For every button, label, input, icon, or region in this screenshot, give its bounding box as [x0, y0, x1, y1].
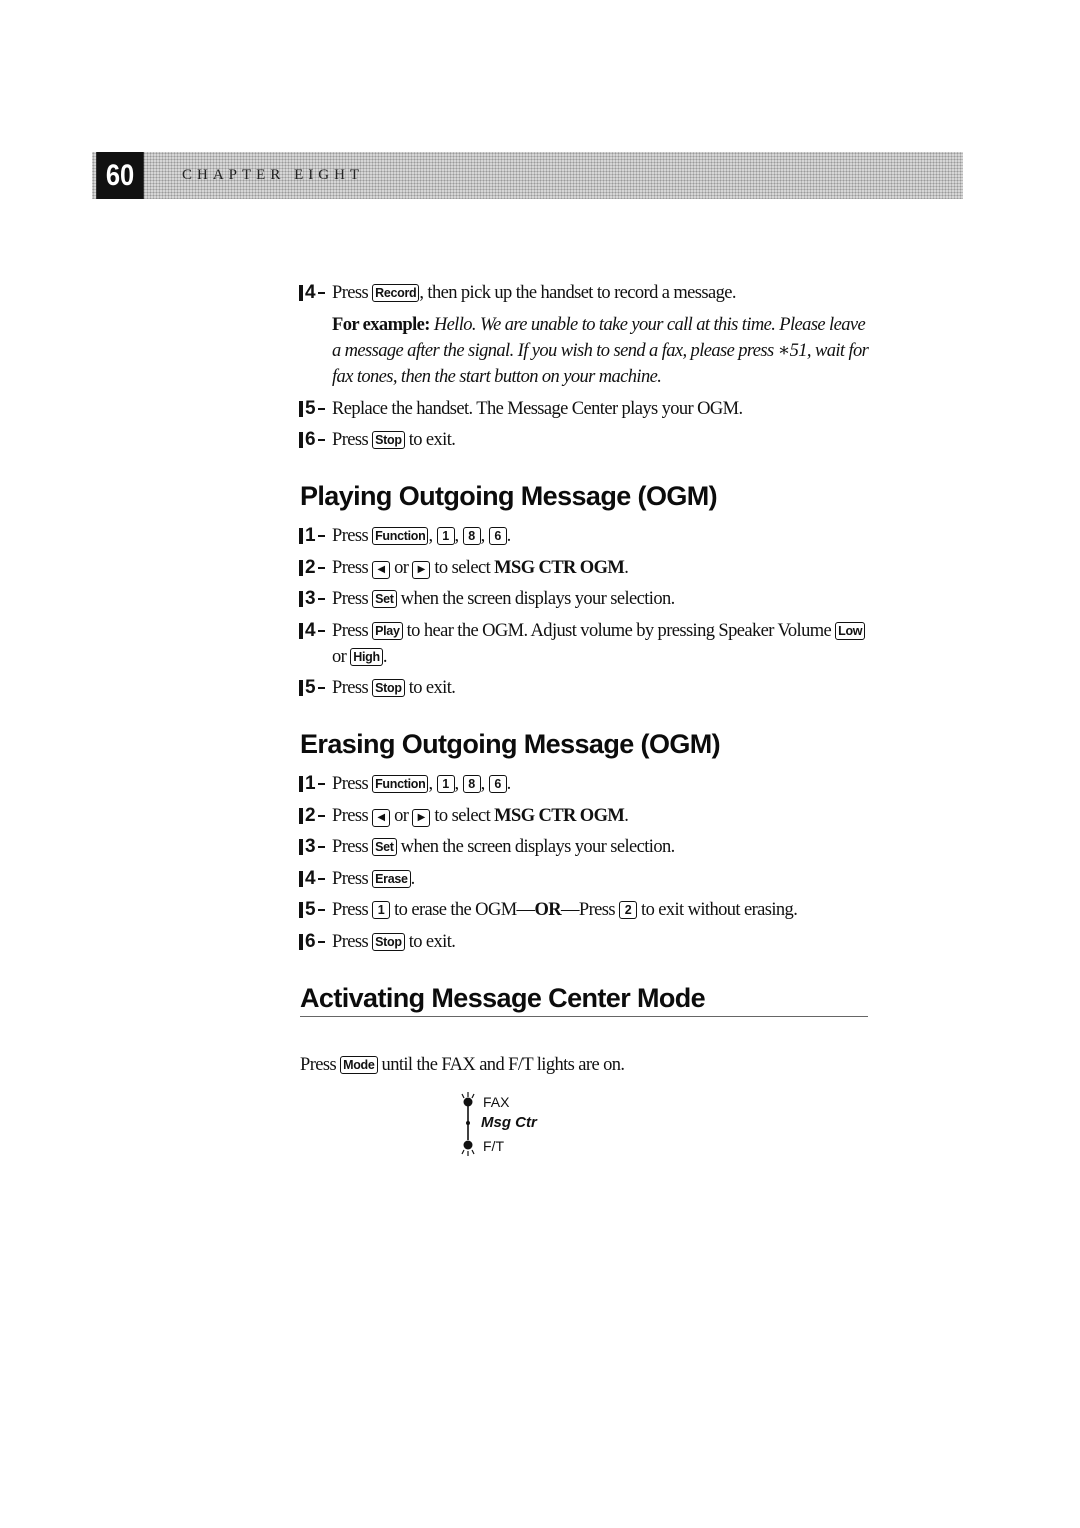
set-key: Set: [372, 838, 397, 856]
section-title-erasing: Erasing Outgoing Message (OGM): [300, 729, 721, 759]
low-key: Low: [835, 622, 865, 640]
function-key: Function: [372, 527, 428, 545]
fax-light-label: FAX: [483, 1094, 510, 1110]
step-6: [300, 929, 870, 955]
section-erasing: [300, 727, 870, 955]
chapter-header-bar: [92, 152, 963, 199]
step-text: Press Stop to exit.: [332, 931, 456, 952]
step-number: 5: [299, 897, 315, 923]
step-number: 6: [299, 427, 315, 453]
step-text: Press Stop to exit.: [332, 678, 456, 698]
step-number: 6: [299, 929, 315, 955]
function-key: Function: [372, 775, 428, 793]
step-text: Press ◀ or ▶ to select MSG CTR OGM.: [332, 557, 629, 578]
steps-playing: [300, 523, 870, 701]
1-key: 1: [437, 527, 455, 545]
activating-instruction: Press Mode until the FAX and F/T lights are on.: [300, 1055, 625, 1075]
page-content: [300, 280, 870, 1027]
step-text: Press Set when the screen displays your selection.: [332, 589, 675, 609]
6-key: 6: [489, 775, 507, 793]
1-key: 1: [372, 901, 390, 919]
high-key: High: [350, 648, 383, 666]
step-3: [300, 834, 870, 860]
record-key: Record: [372, 284, 419, 302]
step-5: [300, 675, 870, 701]
6-key: 6: [489, 527, 507, 545]
step-number: 4: [299, 618, 315, 644]
step-text: Press Function , 1 , 8 , 6 .: [332, 774, 511, 794]
example-lead: For example:: [332, 314, 430, 335]
stop-key: Stop: [372, 431, 405, 449]
step-number: 3: [299, 834, 315, 860]
left-arrow-key: ◀: [372, 561, 390, 579]
step-2: [300, 803, 870, 829]
step-text: Press 1 to erase the OGM—OR—Press 2 to exit without erasing.: [332, 900, 798, 920]
step-text: Press ◀ or ▶ to select MSG CTR OGM.: [332, 805, 629, 826]
steps-erasing: [300, 771, 870, 955]
step-number: 5: [299, 675, 315, 701]
record-steps: [300, 280, 870, 306]
step-text: Press Record , then pick up the handset to record a message.: [332, 283, 736, 303]
step-text: Press Play to hear the OGM. Adjust volume by pressing Speaker Volume Low or High .: [332, 621, 865, 667]
left-arrow-key: ◀: [372, 809, 390, 827]
stop-key: Stop: [372, 933, 405, 951]
step-number: 1: [299, 771, 315, 797]
emphasis-text: MSG CTR OGM: [494, 557, 625, 578]
right-arrow-key: ▶: [412, 561, 430, 579]
1-key: 1: [437, 775, 455, 793]
set-key: Set: [372, 590, 397, 608]
mode-key: Mode: [340, 1056, 377, 1074]
step-4: [300, 866, 870, 892]
step-5: [300, 897, 870, 923]
chapter-title: CHAPTER EIGHT: [182, 167, 365, 183]
stop-key: Stop: [372, 679, 405, 697]
step-number: 5: [299, 396, 315, 422]
step-number: 2: [299, 803, 315, 829]
right-arrow-key: ▶: [412, 809, 430, 827]
step-number: 4: [299, 280, 315, 306]
msg-ctr-label: Msg Ctr: [481, 1114, 537, 1131]
step-3: [300, 586, 870, 612]
ft-light-label: F/T: [483, 1138, 504, 1154]
mode-indicator-diagram: [455, 1090, 595, 1170]
play-key: Play: [372, 622, 403, 640]
step-1: [300, 523, 870, 549]
step-4: [300, 618, 870, 670]
record-steps-continued: [300, 396, 870, 454]
step-6: [300, 427, 870, 453]
step-2: [300, 555, 870, 581]
step-number: 3: [299, 586, 315, 612]
step-text: Press Erase .: [332, 868, 415, 889]
step-number: 1: [299, 523, 315, 549]
step-text: Replace the handset. The Message Center plays your OGM.: [332, 398, 743, 419]
emphasis-text: MSG CTR OGM: [494, 805, 625, 826]
erase-key: Erase: [372, 870, 411, 888]
step-4: [300, 280, 870, 306]
section-title-playing: Playing Outgoing Message (OGM): [300, 481, 718, 511]
emphasis-text: OR: [534, 900, 562, 920]
step-text: Press Function , 1 , 8 , 6 .: [332, 526, 511, 546]
step-text: Press Stop to exit.: [332, 430, 456, 450]
step-text: Press Set when the screen displays your selection.: [332, 837, 675, 857]
example-message: [300, 312, 870, 390]
step-number: 2: [299, 555, 315, 581]
8-key: 8: [463, 775, 481, 793]
step-1: [300, 771, 870, 797]
step-5: [300, 396, 870, 422]
8-key: 8: [463, 527, 481, 545]
2-key: 2: [619, 901, 637, 919]
example-text: Hello. We are unable to take your call at this time. Please leave a message after the signal. If you wish to send a fax, please press ∗51, wait for fax tones, then the start button on your machine.: [332, 314, 869, 387]
section-title-activating: Activating Message Center Mode: [300, 981, 868, 1017]
section-activating: [300, 981, 870, 1017]
step-number: 4: [299, 866, 315, 892]
section-playing: [300, 479, 870, 701]
page-number: 60: [96, 152, 144, 199]
